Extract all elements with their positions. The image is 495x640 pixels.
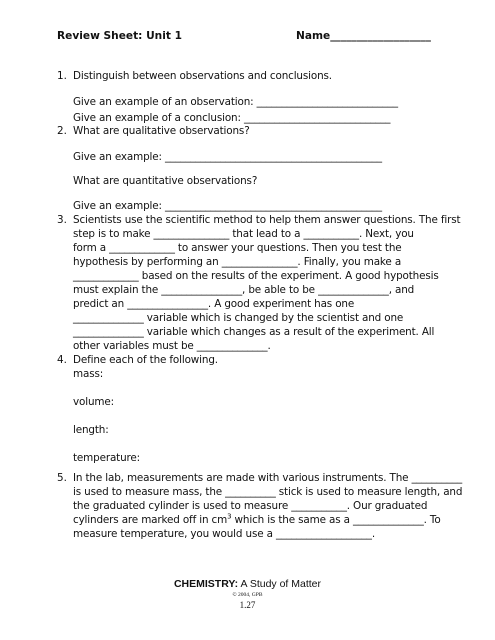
question-line: _____________ based on the results of the experiment. A good hypothesis xyxy=(73,270,439,282)
question-line: is used to measure mass, the __________ stick is used to measure length, and xyxy=(73,486,463,498)
question-line-text: which is the same as a ______________. To xyxy=(231,514,441,526)
name-field-label: Name___________________ xyxy=(296,30,431,42)
question-line: ______________ variable which is changed by the scientist and one xyxy=(73,312,404,324)
question-line: predict an ________________. A good experiment has one xyxy=(73,298,355,310)
question-line: other variables must be ______________. xyxy=(73,340,271,352)
question-line: Distinguish between observations and conclusions. xyxy=(73,70,332,82)
question-line: must explain the ________________, be able to be ______________, and xyxy=(73,284,415,296)
question-line: Give an example of an observation: ____________________________ xyxy=(73,96,398,108)
question-line: volume: xyxy=(73,396,114,408)
question-line: form a _____________ to answer your questions. Then you test the xyxy=(73,242,402,254)
question-line: the graduated cylinder is used to measure ___________. Our graduated xyxy=(73,500,428,512)
question-line: What are qualitative observations? xyxy=(73,125,250,137)
worksheet-title: Review Sheet: Unit 1 xyxy=(57,30,182,42)
question-line: What are quantitative observations? xyxy=(73,175,258,187)
footer-book-title xyxy=(0,578,495,590)
question-line: ______________ variable which changes as a result of the experiment. All xyxy=(73,326,435,338)
question-line: Define each of the following. xyxy=(73,354,218,366)
question-number: 2. xyxy=(57,125,67,137)
footer-title-rest: A Study of Matter xyxy=(238,578,322,590)
question-line: length: xyxy=(73,424,109,436)
question-line: step is to make _______________ that lead to a ___________. Next, you xyxy=(73,228,414,240)
question-number: 4. xyxy=(57,354,67,366)
question-line: mass: xyxy=(73,368,104,380)
question-line: Give an example: ___________________________________________ xyxy=(73,151,382,163)
footer-copyright: © 2004, GPB xyxy=(232,592,263,598)
question-number: 3. xyxy=(57,214,67,226)
question-line: Give an example of a conclusion: _____________________________ xyxy=(73,112,391,124)
question-line-text: cylinders are marked off in cm xyxy=(73,514,228,526)
question-line: Scientists use the scientific method to help them answer questions. The first xyxy=(73,214,461,226)
question-line xyxy=(73,514,441,526)
question-line: hypothesis by performing an _______________. Finally, you make a xyxy=(73,256,402,268)
footer-title-bold: CHEMISTRY: xyxy=(173,578,239,590)
question-line: measure temperature, you would use a ___________________. xyxy=(73,528,375,540)
page-number: 1.27 xyxy=(239,600,256,610)
question-line: Give an example: ___________________________________________ xyxy=(73,200,382,212)
cubic-superscript: 3 xyxy=(227,512,232,521)
question-line: temperature: xyxy=(73,452,141,464)
question-number: 5. xyxy=(57,472,67,484)
question-number: 1. xyxy=(57,70,67,82)
question-line: In the lab, measurements are made with various instruments. The __________ xyxy=(73,472,463,484)
